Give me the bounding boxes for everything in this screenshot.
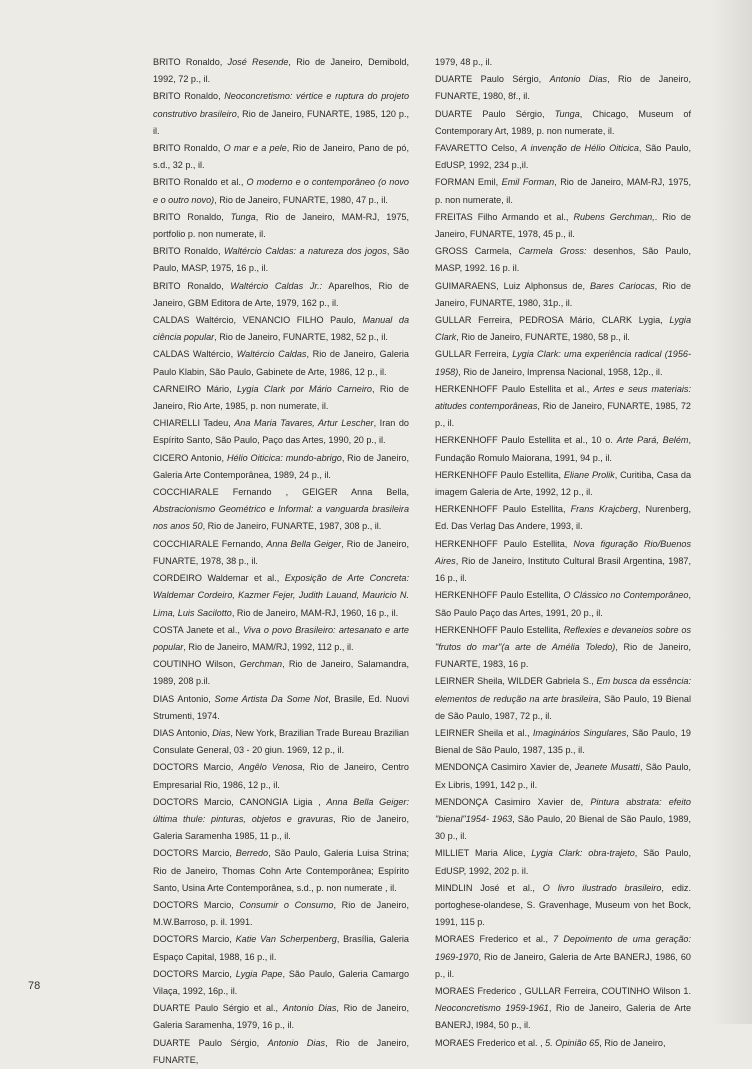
- bibliography-entry: [153, 484, 409, 536]
- bibliography-entry: [153, 278, 409, 312]
- entry-text: , São Paulo, 19 Bienal de São Paulo, 1987, 72 p., il.: [435, 693, 692, 721]
- entry-text: DOCTORS Marcio, CANONGIA Ligia ,: [153, 796, 327, 807]
- entry-title: Antonio Dias: [267, 1037, 326, 1048]
- entry-title: Viva o povo Brasileiro: artesanato e arte popular: [153, 624, 409, 652]
- entry-title: Antonio Dias: [282, 1003, 337, 1014]
- entry-title: Katie Van Scherpenberg: [235, 934, 337, 945]
- entry-title: Manual da ciência popular: [153, 315, 410, 343]
- entry-text: , São Paulo Paço das Artes, 1991, 20 p., il.: [435, 590, 691, 618]
- entry-text: . Rio de Janeiro, FUNARTE, 1978, 45 p., il.: [435, 211, 691, 240]
- bibliography-right-column: [435, 54, 691, 1052]
- entry-title: Lygia Clark por Mário Carneiro: [236, 383, 372, 394]
- entry-text: , Brasília, Galeria Espaço Capital, 1988, 16 p., il.: [153, 934, 409, 962]
- entry-text: GULLAR Ferreira,: [435, 349, 513, 360]
- entry-text: , Rio de Janeiro, FUNARTE, 1983, 16 p.: [435, 641, 691, 670]
- bibliography-entry: [435, 140, 691, 174]
- entry-title: Anna Bella Geiger: última thule: pinturas, objetos e gravuras: [153, 796, 409, 824]
- entry-text: HERKENHOFF Paulo Estellita,: [435, 624, 564, 635]
- entry-title: Consumir o Consumo: [239, 899, 334, 910]
- entry-title: Tunga: [230, 211, 256, 222]
- bibliography-left-column: [153, 54, 409, 1069]
- bibliography-entry: [153, 966, 409, 1000]
- entry-title: Tunga: [554, 108, 580, 119]
- entry-text: CALDAS Waltércio,: [153, 349, 237, 360]
- entry-title: 5. Opinião 65: [545, 1037, 600, 1048]
- entry-text: CORDEIRO Waldemar et al.,: [153, 573, 285, 584]
- bibliography-entry: [153, 656, 409, 690]
- bibliography-entry: [153, 725, 409, 759]
- entry-text: , São Paulo, 20 Bienal de São Paulo, 1989, 30 p., il.: [435, 813, 692, 842]
- entry-text: FORMAN Emil,: [435, 177, 502, 188]
- bibliography-entry: [435, 209, 691, 243]
- entry-text: BRITO Ronaldo et al.,: [153, 177, 247, 188]
- entry-text: , Rio de Janeiro,: [599, 1037, 666, 1048]
- entry-text: COUTINHO Wilson,: [153, 659, 240, 670]
- entry-text: , ediz. portoghese-olandese, S. Gravenhage, Museum von het Bock, 1991, 115 p.: [435, 882, 692, 928]
- entry-text: , Iran do Espírito Santo, São Paulo, Paço das Artes, 1990, 20 p., il.: [153, 418, 409, 446]
- entry-text: , Rio de Janeiro, M.W.Barroso, p. il. 1991.: [153, 899, 409, 928]
- entry-text: COCCHIARALE Fernando,: [153, 538, 267, 549]
- entry-text: , Rio de Janeiro, Galeria Saramenha 1985, 11 p., il.: [153, 813, 409, 842]
- entry-title: Dias: [212, 727, 231, 738]
- entry-title: Artes e seus materiais: atitudes contemporâneas: [435, 383, 691, 412]
- bibliography-entry: [153, 794, 409, 846]
- entry-text: COCCHIARALE Fernando , GEIGER Anna Bella,: [153, 487, 409, 498]
- bibliography-entry: [435, 931, 691, 983]
- entry-title: Waltércio Caldas: [236, 349, 307, 360]
- entry-text: 1979, 48 p., il.: [435, 57, 493, 67]
- entry-text: DOCTORS Marcio,: [153, 848, 236, 859]
- entry-text: DUARTE Paulo Sérgio,: [435, 74, 550, 85]
- bibliography-entry: [435, 587, 691, 621]
- entry-text: Aparelhos, Rio de Janeiro, GBM Editora de Arte, 1979, 162 p., il.: [153, 280, 409, 308]
- entry-text: , New York, Brazilian Trade Bureau Brazilian Consulate General, 03 - 20 giun. 1969, 12 p., il.: [153, 727, 409, 756]
- entry-text: , Rio de Janeiro, FUNARTE, 1978, 38 p., il.: [153, 538, 410, 566]
- entry-text: HERKENHOFF Paulo Estellita,: [435, 538, 574, 549]
- bibliography-entry: [435, 71, 691, 105]
- bibliography-entry: [153, 174, 409, 208]
- bibliography-entry: [435, 536, 691, 588]
- entry-text: BRITO Ronaldo,: [153, 91, 225, 102]
- entry-text: , Nurenberg, Ed. Das Verlag Das Andere, 1993, il.: [435, 504, 691, 532]
- entry-title: Waltércio Caldas Jr.:: [230, 280, 323, 291]
- entry-title: Angêlo Venosa: [238, 762, 303, 773]
- entry-text: , São Paulo, Galeria Camargo Vilaça, 1992, 16p., il.: [153, 968, 409, 996]
- entry-text: , Rio de Janeiro, FUNARTE, 1980, 31p., il.: [435, 280, 691, 308]
- bibliography-entry: [153, 1000, 409, 1034]
- entry-title: Lygia Clark: obra-trajeto: [531, 848, 635, 859]
- entry-title: Waltércio Caldas: a natureza dos jogos: [223, 246, 387, 257]
- entry-text: HERKENHOFF Paulo Estellita,: [435, 504, 571, 515]
- bibliography-entry: [435, 174, 691, 208]
- entry-text: BRITO Ronaldo,: [153, 246, 224, 257]
- entry-text: HERKENHOFF Paulo Estellita,: [435, 469, 564, 480]
- bibliography-entry: [435, 381, 691, 433]
- bibliography-entry: [435, 845, 691, 879]
- entry-text: LEIRNER Sheila et al.,: [435, 727, 533, 738]
- bibliography-entry: [435, 759, 691, 793]
- entry-text: , Rio de Janeiro, MAM-RJ, 1975, p. non numerate, il.: [435, 177, 691, 205]
- entry-text: , Rio de Janeiro, FUNARTE, 1985, 72 p., il.: [435, 401, 691, 429]
- bibliography-entry: [435, 467, 691, 501]
- entry-text: , Curitiba, Casa da imagem Galeria de Arte, 1992, 12 p., il.: [435, 469, 692, 498]
- entry-text: , Rio de Janeiro, Galeria Paulo Klabin, São Paulo, Gabinete de Arte, 1986, 12 p., il.: [153, 349, 409, 377]
- entry-text: CHIARELLI Tadeu,: [153, 418, 235, 429]
- entry-text: HERKENHOFF Paulo Estellita et al., 10 o.: [435, 435, 617, 446]
- bibliography-entry: [435, 1035, 691, 1052]
- entry-text: MORAES Frederico et al. ,: [435, 1037, 546, 1048]
- entry-title: Lygia Clark: [435, 315, 691, 343]
- bibliography-entry: [153, 845, 409, 897]
- entry-text: MORAES Frederico et al.,: [435, 934, 554, 945]
- entry-text: BRITO Ronaldo,: [153, 143, 224, 154]
- entry-text: , Rio de Janeiro, FUNARTE, 1980, 58 p., il.: [456, 332, 630, 343]
- entry-text: HERKENHOFF Paulo Estellita et al.,: [435, 383, 594, 394]
- entry-title: José Resende: [227, 57, 289, 67]
- entry-text: MILLIET Maria Alice,: [435, 848, 532, 859]
- entry-title: Emil Forman: [501, 177, 555, 188]
- bibliography-entry: [153, 415, 409, 449]
- entry-text: , Rio de Janeiro, Demibold, 1992, 72 p., il.: [153, 57, 410, 85]
- entry-text: , Rio de Janeiro, Rio Arte, 1985, p. non numerate, il.: [153, 383, 409, 412]
- entry-title: O moderno e o contemporâneo (o novo e o outro novo): [153, 177, 409, 205]
- entry-text: , São Paulo, Ex Libris, 1991, 142 p., il.: [435, 762, 692, 790]
- entry-title: Exposição de Arte Concreta: Waldemar Cordeiro, Kazmer Fejer, Judith Lauand, Mauricio N. Lima, Luis Sacilotto: [153, 573, 409, 618]
- entry-title: Eliane Prolik: [563, 469, 615, 480]
- entry-title: O Clássico no Contemporâneo: [563, 590, 689, 601]
- entry-text: DUARTE Paulo Sérgio,: [435, 108, 555, 119]
- bibliography-entry: [435, 880, 691, 932]
- bibliography-entry: [435, 794, 691, 846]
- entry-title: Anna Bella Geiger: [266, 538, 342, 549]
- page-edge-shadow: [712, 0, 752, 1024]
- entry-text: GUIMARAENS, Luiz Alphonsus de,: [435, 280, 591, 291]
- entry-text: , Fundação Romulo Maiorana, 1991, 94 p., il.: [435, 435, 691, 463]
- bibliography-entry: [153, 759, 409, 793]
- entry-text: , Rio de Janeiro, MAM-RJ, 1975, portfolio p. non numerate, il.: [153, 211, 410, 240]
- entry-title: Neoconcretismo: vértice e ruptura do projeto construtivo brasileiro: [153, 91, 410, 119]
- entry-title: O mar e a pele: [223, 143, 287, 154]
- entry-text: , Rio de Janeiro, FUNARTE, 1980, 8f., il.: [435, 74, 691, 102]
- entry-title: A invenção de Hélio Oiticica: [520, 143, 639, 154]
- entry-text: BRITO Ronaldo,: [153, 280, 231, 291]
- page-number: 78: [28, 980, 41, 992]
- entry-text: MENDONÇA Casimiro Xavier de,: [435, 796, 591, 807]
- entry-text: , Rio de Janeiro, FUNARTE, 1980, 47 p., il.: [214, 194, 388, 205]
- entry-text: FREITAS Filho Armando et al.,: [435, 211, 574, 222]
- entry-title: Antonio Dias: [549, 74, 608, 85]
- entry-text: DOCTORS Marcio,: [153, 762, 239, 773]
- entry-text: DIAS Antonio,: [153, 693, 215, 704]
- entry-text: DOCTORS Marcio,: [153, 968, 236, 979]
- entry-text: MINDLIN José et al.,: [435, 882, 543, 893]
- entry-text: , Rio de Janeiro, MAM-RJ, 1960, 16 p., il.: [231, 607, 399, 618]
- entry-text: GULLAR Ferreira, PEDROSA Mário, CLARK Lygia,: [435, 315, 670, 326]
- bibliography-entry: [435, 432, 691, 466]
- entry-text: , Rio de Janeiro, FUNARTE, 1985, 120 p., il.: [153, 108, 409, 136]
- bibliography-entry: [435, 54, 691, 71]
- entry-text: , Rio de Janeiro, Galeria Arte Contemporânea, 1989, 24 p., il.: [153, 452, 409, 480]
- bibliography-entry: [153, 536, 409, 570]
- bibliography-entry: [153, 312, 409, 346]
- entry-title: Jeanete Musatti: [574, 762, 640, 773]
- bibliography-entry: [153, 346, 409, 380]
- bibliography-entry: [435, 312, 691, 346]
- entry-text: FAVARETTO Celso,: [435, 143, 521, 154]
- entry-text: , Rio de Janeiro, Instituto Cultural Brasil Argentina, 1987, 16 p., il.: [435, 555, 691, 584]
- bibliography-entry: [435, 501, 691, 535]
- entry-title: Lygia Pape: [235, 968, 283, 979]
- entry-text: , Rio de Janeiro, Galeria de Arte BANERJ, I984, 50 p., il.: [435, 1003, 691, 1031]
- bibliography-entry: [153, 897, 409, 931]
- entry-text: , São Paulo, EdUSP, 1992, 202 p. il.: [435, 848, 691, 876]
- bibliography-entry: [435, 106, 691, 140]
- entry-text: , Rio de Janeiro, FUNARTE, 1982, 52 p., il.: [214, 332, 388, 343]
- entry-text: LEIRNER Sheila, WILDER Gabriela S.,: [435, 676, 597, 687]
- entry-text: GROSS Carmela,: [435, 246, 519, 257]
- bibliography-entry: [153, 140, 409, 174]
- entry-title: O livro ilustrado brasileiro: [542, 882, 662, 893]
- entry-text: , Chicago, Museum of Contemporary Art, 1989, p. non numerate, il.: [435, 108, 692, 136]
- bibliography-entry: [435, 622, 691, 674]
- entry-title: Ana Maria Tavares, Artur Lescher: [234, 418, 374, 429]
- entry-text: , Brasile, Ed. Nuovi Strumenti, 1974.: [153, 693, 409, 721]
- entry-title: Nova figuração Rio/Buenos Aires: [435, 538, 691, 566]
- entry-text: , Rio de Janeiro, FUNARTE, 1987, 308 p., il.: [202, 521, 382, 532]
- entry-text: CICERO Antonio,: [153, 452, 227, 463]
- entry-text: , Rio de Janeiro, Salamandra, 1989, 208 p.il.: [153, 659, 409, 687]
- bibliography-entry: [153, 1035, 409, 1069]
- bibliography-entry: [153, 691, 409, 725]
- entry-text: , São Paulo, EdUSP, 1992, 234 p.,il.: [435, 143, 691, 171]
- entry-title: Pintura abstrata: efeito "bienal"1954- 1963: [435, 796, 691, 824]
- entry-text: BRITO Ronaldo,: [153, 57, 228, 67]
- entry-text: , São Paulo, 19 Bienal de São Paulo, 1987, 135 p., il.: [435, 727, 691, 756]
- entry-title: Neoconcretismo 1959-1961: [435, 1003, 549, 1014]
- bibliography-entry: [153, 931, 409, 965]
- entry-text: , Rio de Janeiro, Galeria Saramenha, 1979, 16 p., il.: [153, 1003, 410, 1031]
- entry-title: Reflexies e devaneios sobre os "frutos do mar"(a arte de Amélia Toledo): [435, 624, 691, 652]
- entry-text: DIAS Antonio,: [153, 727, 213, 738]
- entry-text: HERKENHOFF Paulo Estellita,: [435, 590, 564, 601]
- entry-text: desenhos, São Paulo, MASP, 1992. 16 p. il.: [435, 246, 692, 274]
- entry-text: CALDAS Waltércio, VENANCIO FILHO Paulo,: [153, 315, 363, 326]
- entry-title: Carmela Gross:: [518, 246, 587, 257]
- entry-title: Berredo: [235, 848, 269, 859]
- entry-text: , São Paulo, MASP, 1975, 16 p., il.: [153, 246, 409, 274]
- entry-text: DOCTORS Marcio,: [153, 934, 236, 945]
- entry-title: Lygia Clark: uma experiência radical (1956-1958): [435, 349, 691, 377]
- entry-title: Em busca da essência: elementos de redução na arte brasileira: [435, 676, 691, 704]
- entry-title: Gerchman: [239, 659, 283, 670]
- entry-text: COSTA Janete et al.,: [153, 624, 244, 635]
- entry-title: Some Artista Da Some Not: [214, 693, 329, 704]
- entry-text: , Rio de Janeiro, Galeria de Arte BANERJ, 1986, 60 p., il.: [435, 951, 691, 979]
- entry-text: , Rio de Janeiro, Imprensa Nacional, 1958, 12p., il.: [458, 366, 663, 377]
- entry-title: Hélio Oiticica: mundo-abrigo: [226, 452, 342, 463]
- entry-text: , Rio de Janeiro, Centro Empresarial Rio, 1986, 12 p., il.: [153, 762, 409, 790]
- entry-text: DUARTE Paulo Sérgio,: [153, 1037, 268, 1048]
- entry-title: Bares Cariocas: [590, 280, 655, 291]
- bibliography-entry: [153, 570, 409, 622]
- entry-text: , Rio de Janeiro, Pano de pó, s.d., 32 p., il.: [153, 143, 409, 171]
- entry-title: 7 Depoimento de uma geração: 1969-1970: [435, 934, 691, 962]
- entry-text: , Rio de Janeiro, FUNARTE,: [153, 1037, 409, 1065]
- bibliography-entry: [153, 450, 409, 484]
- entry-text: BRITO Ronaldo,: [153, 211, 231, 222]
- bibliography-entry: [153, 209, 409, 243]
- bibliography-entry: [435, 278, 691, 312]
- bibliography-entry: [153, 622, 409, 656]
- entry-title: Abstracionismo Geométrico e Informal: a vanguarda brasileira nos anos 50: [153, 504, 409, 532]
- entry-text: MENDONÇA Casimiro Xavier de,: [435, 762, 575, 773]
- entry-text: , Rio de Janeiro, MAM/RJ, 1992, 112 p., il.: [183, 641, 354, 652]
- entry-text: DOCTORS Marcio,: [153, 899, 240, 910]
- entry-text: MORAES Frederico , GULLAR Ferreira, COUTINHO Wilson 1.: [435, 985, 691, 996]
- bibliography-entry: [435, 673, 691, 725]
- bibliography-entry: [435, 243, 691, 277]
- entry-title: Frans Krajcberg: [570, 504, 638, 515]
- entry-text: DUARTE Paulo Sérgio et al.,: [153, 1003, 283, 1014]
- entry-text: CARNEIRO Mário,: [153, 383, 237, 394]
- entry-title: Arte Pará, Belém: [616, 435, 689, 446]
- entry-title: Rubens Gerchman,: [573, 211, 655, 222]
- bibliography-entry: [153, 88, 409, 140]
- entry-text: , São Paulo, Galeria Luisa Strina; Rio de Janeiro, Thomas Cohn Arte Contemporânea; Espírito Santo, Usina Arte Contemporânea, s.d., p. non numerate , il.: [153, 848, 409, 893]
- bibliography-entry: [435, 346, 691, 380]
- entry-title: Imaginários Singulares: [532, 727, 627, 738]
- bibliography-entry: [435, 725, 691, 759]
- bibliography-entry: [435, 983, 691, 1035]
- bibliography-entry: [153, 54, 409, 88]
- bibliography-entry: [153, 243, 409, 277]
- bibliography-entry: [153, 381, 409, 415]
